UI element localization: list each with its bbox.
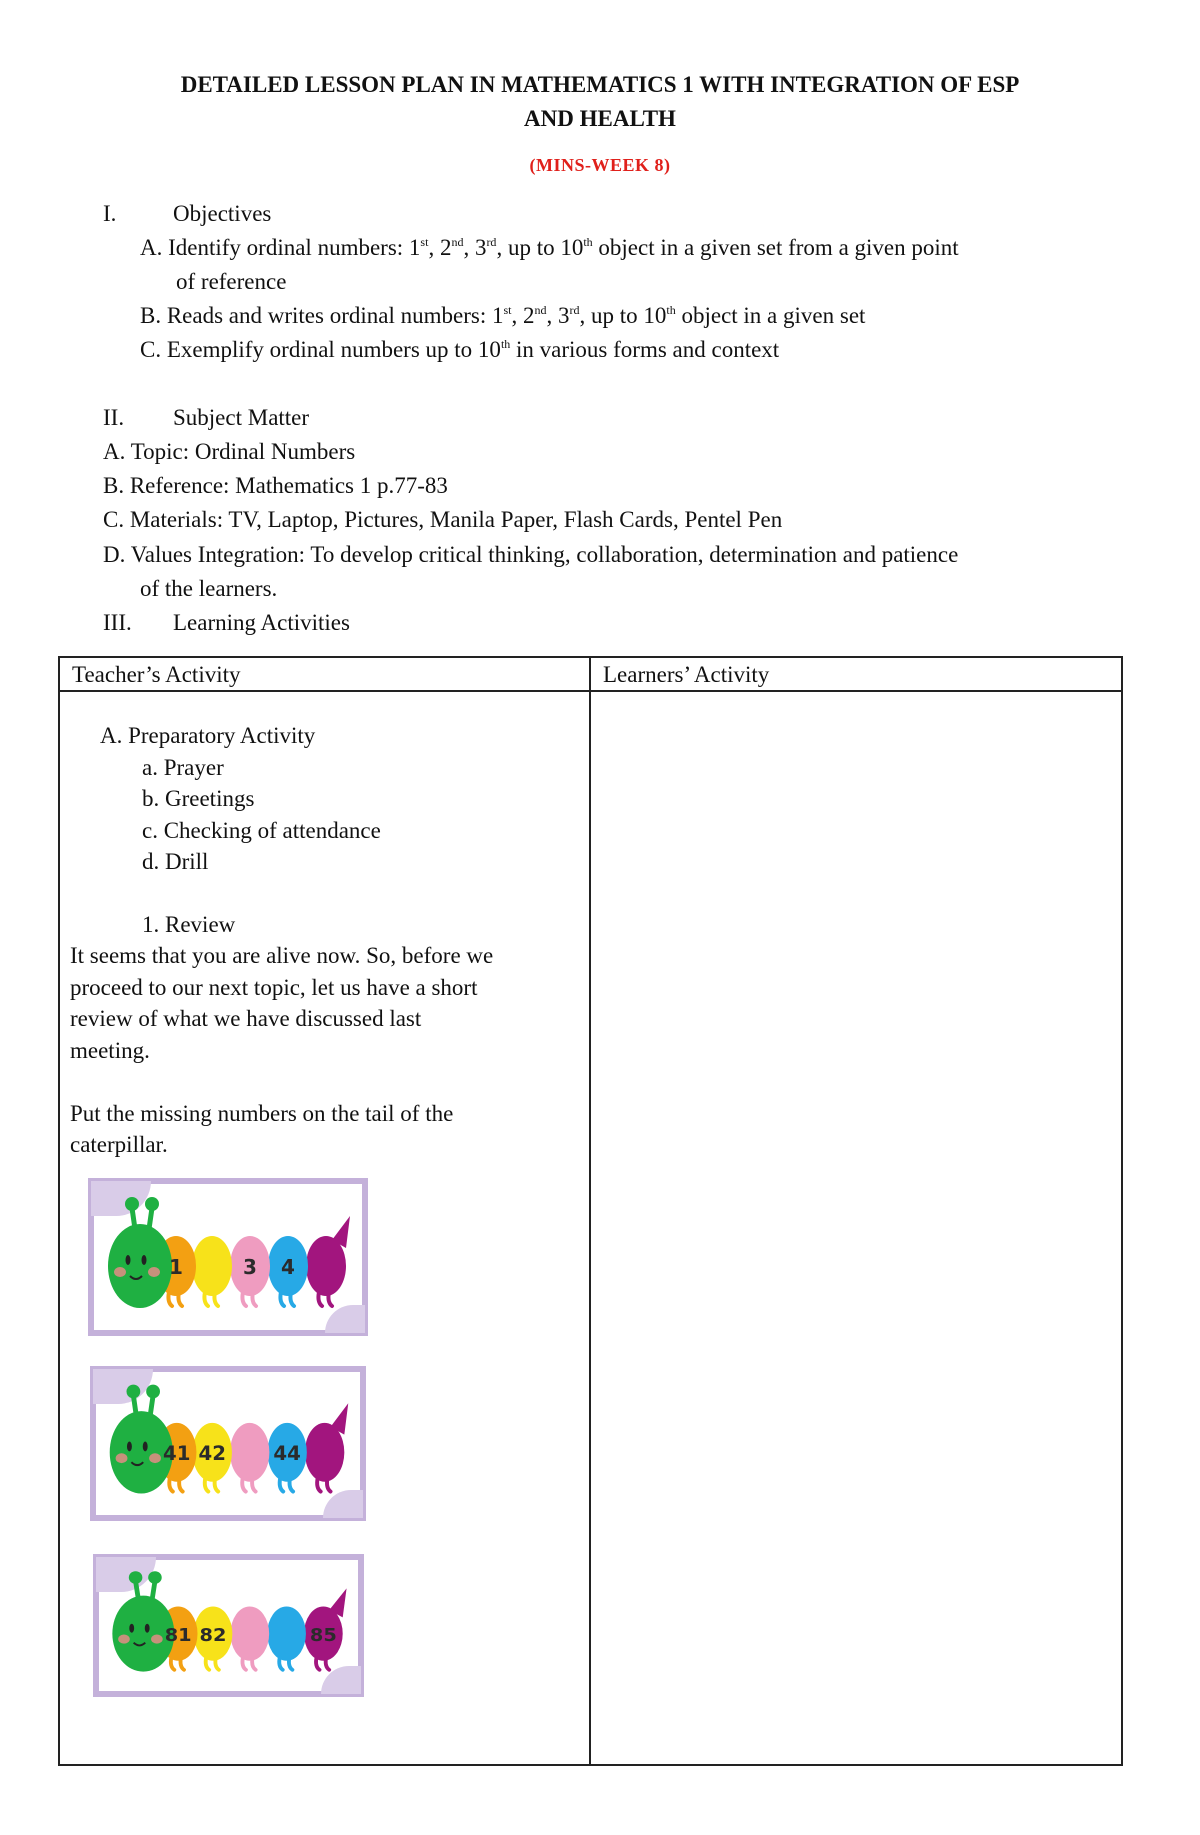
caterpillar-picture-2 <box>90 1366 366 1521</box>
review-text-line: proceed to our next topic, let us have a short <box>70 975 478 1000</box>
caterpillar-segment <box>192 1236 232 1296</box>
antenna-tip <box>126 1385 140 1399</box>
subject-heading: II. Subject Matter <box>103 405 310 430</box>
prep-item-greetings: b. Greetings <box>142 786 255 811</box>
subject-materials: C. Materials: TV, Laptop, Pictures, Manila Paper, Flash Cards, Pentel Pen <box>103 507 783 532</box>
cheek <box>149 1453 161 1463</box>
segment-number: 3 <box>243 1255 257 1279</box>
instruction-line: Put the missing numbers on the tail of the <box>70 1101 454 1126</box>
cheek <box>114 1267 126 1277</box>
learning-heading: III. Learning Activities <box>103 610 350 635</box>
caterpillar-svg <box>93 1554 364 1697</box>
teacher-activity-cell <box>59 691 590 1765</box>
cheek <box>118 1635 130 1644</box>
eye <box>129 1624 134 1633</box>
segment-number: 1 <box>169 1255 183 1279</box>
cheek <box>148 1267 160 1277</box>
objective-b: B. Reads and writes ordinal numbers: 1st, 2nd, 3rd, up to 10th object in a given set <box>140 303 866 328</box>
antenna-tip <box>148 1571 162 1584</box>
caterpillar-segment <box>305 1423 344 1482</box>
eye <box>127 1442 132 1452</box>
segment-number: 82 <box>199 1625 227 1646</box>
prep-item-prayer: a. Prayer <box>142 755 224 780</box>
learner-activity-cell <box>590 691 1122 1765</box>
review-text-line: review of what we have discussed last <box>70 1006 422 1031</box>
objective-a-cont: of reference <box>176 269 287 294</box>
objective-a: A. Identify ordinal numbers: 1st, 2nd, 3rd, up to 10th object in a given set from a given point <box>140 235 959 260</box>
segment-number: 4 <box>281 1255 295 1279</box>
caterpillar-segment <box>306 1236 346 1296</box>
subject-reference: B. Reference: Mathematics 1 p.77-83 <box>103 473 448 498</box>
learner-header-cell <box>590 657 1122 691</box>
prep-item-drill: d. Drill <box>142 849 209 874</box>
eye <box>142 1255 147 1265</box>
caterpillar-svg <box>88 1178 368 1336</box>
subject-values-cont: of the learners. <box>140 576 278 601</box>
learning-activities-table <box>58 656 1123 1766</box>
teacher-header: Teacher’s Activity <box>72 662 241 687</box>
antenna-tip <box>125 1197 139 1211</box>
caterpillar-svg <box>90 1366 366 1521</box>
cheek <box>151 1635 163 1644</box>
antenna-tip <box>146 1385 160 1399</box>
caterpillar-segment <box>230 1423 269 1482</box>
cheek <box>116 1453 128 1463</box>
antenna-tip <box>129 1571 143 1584</box>
caterpillar-segment <box>267 1606 306 1660</box>
caterpillar-head <box>108 1224 172 1308</box>
caterpillar-picture-1 <box>88 1178 368 1336</box>
doc-subtitle: (MINS-WEEK 8) <box>529 155 671 175</box>
doc-title-line2: AND HEALTH <box>524 106 676 131</box>
review-heading: 1. Review <box>142 912 236 937</box>
instruction-line: caterpillar. <box>70 1132 168 1157</box>
objective-c: C. Exemplify ordinal numbers up to 10th in various forms and context <box>140 337 780 362</box>
teacher-header-cell <box>59 657 590 691</box>
eye <box>145 1624 150 1633</box>
caterpillar-segment <box>230 1606 269 1660</box>
prep-item-attendance: c. Checking of attendance <box>142 818 381 843</box>
doc-title-line1: DETAILED LESSON PLAN IN MATHEMATICS 1 WITH INTEGRATION OF ESP <box>180 72 1020 97</box>
subject-topic: A. Topic: Ordinal Numbers <box>103 439 356 464</box>
review-text-line: meeting. <box>70 1038 150 1063</box>
objectives-heading: I. Objectives <box>103 201 272 226</box>
antenna-tip <box>145 1197 159 1211</box>
caterpillar-picture-3 <box>93 1554 364 1697</box>
subject-values: D. Values Integration: To develop critical thinking, collaboration, determination and patience <box>103 542 959 567</box>
eye <box>143 1442 148 1452</box>
segment-number: 42 <box>198 1442 226 1466</box>
segment-number: 41 <box>163 1442 191 1466</box>
segment-number: 44 <box>273 1442 301 1466</box>
review-text-line: It seems that you are alive now. So, before we <box>70 943 494 968</box>
segment-number: 85 <box>309 1625 337 1646</box>
eye <box>126 1255 131 1265</box>
learner-header: Learners’ Activity <box>603 662 770 687</box>
preparatory-activity: A. Preparatory Activity <box>100 723 316 748</box>
segment-number: 81 <box>164 1625 192 1646</box>
